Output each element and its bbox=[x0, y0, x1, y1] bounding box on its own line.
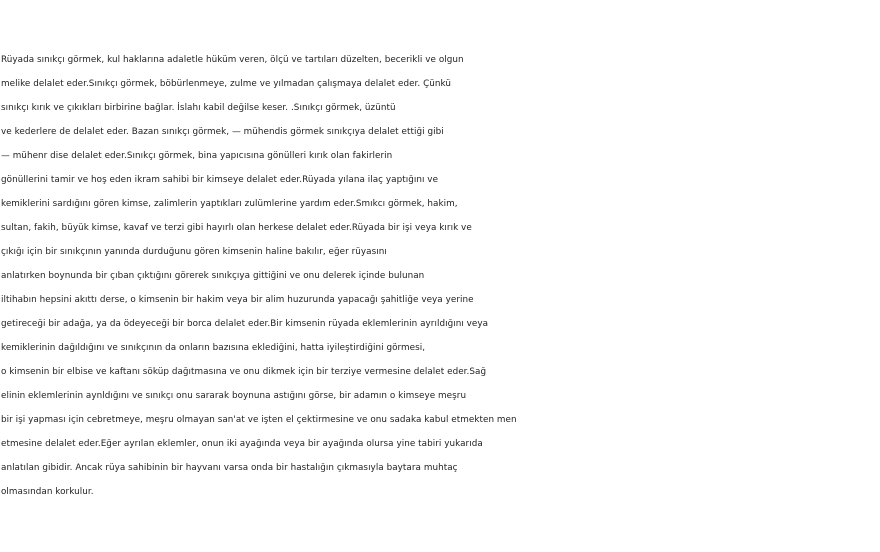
text-line: etmesine delalet eder.Eğer ayrılan eklemler, onun iki ayağında veya bir ayağında olursa yine tabiri yukarıda bbox=[1, 439, 483, 449]
text-line: ve kederlere de delalet eder. Bazan sınıkçı görmek, — mühendis görmek sınıkçıya delalet ettiği gibi bbox=[1, 127, 444, 137]
text-line: elinin eklemlerinin aynldığını ve sınıkçı onu sararak boynuna astığını görse, bir adamın o kimseye meşru bbox=[1, 391, 467, 401]
text-line: kemiklerinin dağıldığını ve sınıkçının da onların bazısına eklediğini, hatta iyileştirdiğini görmesi, bbox=[1, 343, 426, 353]
text-line: sınıkçı kırık ve çıkıkları birbirine bağlar. İslahı kabil değilse keser. .Sınıkçı görmek, üzüntü bbox=[1, 103, 396, 113]
text-line: melike delalet eder.Sınıkçı görmek, böbürlenmeye, zulme ve yılmadan çalışmaya delalet eder. Çünkü bbox=[1, 79, 452, 89]
text-line: çıkığı için bir sınıkçının yanında durduğunu gören kimsenin haline bakılır, eğer rüyasını bbox=[1, 247, 387, 257]
text-line: iltihabın hepsini akıttı derse, o kimsenin bir hakim veya bir alim huzurunda yapacağı şahitliğe veya yerine bbox=[1, 295, 474, 305]
text-line: — mühenr dise delalet eder.Sınıkçı görmek, bina yapıcısına gönülleri kırık olan fakirlerin bbox=[1, 151, 393, 161]
text-line: olmasından korkulur. bbox=[1, 487, 94, 497]
text-line: anlatılan gibidir. Ancak rüya sahibinin bir hayvanı varsa onda bir hastalığın çıkmasıyla baytara muhtaç bbox=[1, 463, 458, 473]
text-line: getireceği bir adağa, ya da ödeyeceği bir borca delalet eder.Bir kimsenin rüyada eklemlerinin ayrıldığını veya bbox=[1, 319, 489, 329]
text-line: o kimsenin bir elbise ve kaftanı söküp dağıtmasına ve onu dikmek için bir terziye vermesine delalet eder.Sağ bbox=[1, 367, 487, 377]
text-line: kemiklerini sardığını gören kimse, zalimlerin yaptıkları zulümlerine yardım eder.Smıkcı görmek, hakim, bbox=[1, 199, 458, 209]
text-line: sultan, fakih, büyük kimse, kavaf ve terzi gibi hayırlı olan herkese delalet eder.Rüyada bir işi veya kırık ve bbox=[1, 223, 472, 233]
text-line: bir işi yapması için cebretmeye, meşru olmayan san'at ve işten el çektirmesine ve onu sadaka kabul etmekten men bbox=[1, 415, 517, 425]
article-body bbox=[1, 48, 880, 504]
text-line: anlatırken boynunda bir çıban çıktığını görerek sınıkçıya gittiğini ve onu delerek içinde bulunan bbox=[1, 271, 425, 281]
text-line: Rüyada sınıkçı görmek, kul haklarına adaletle hüküm veren, ölçü ve tartıları düzelten, becerikli ve olgun bbox=[1, 55, 464, 65]
text-line: gönüllerini tamir ve hoş eden ikram sahibi bir kimseye delalet eder.Rüyada yılana ilaç yaptığını ve bbox=[1, 175, 439, 185]
